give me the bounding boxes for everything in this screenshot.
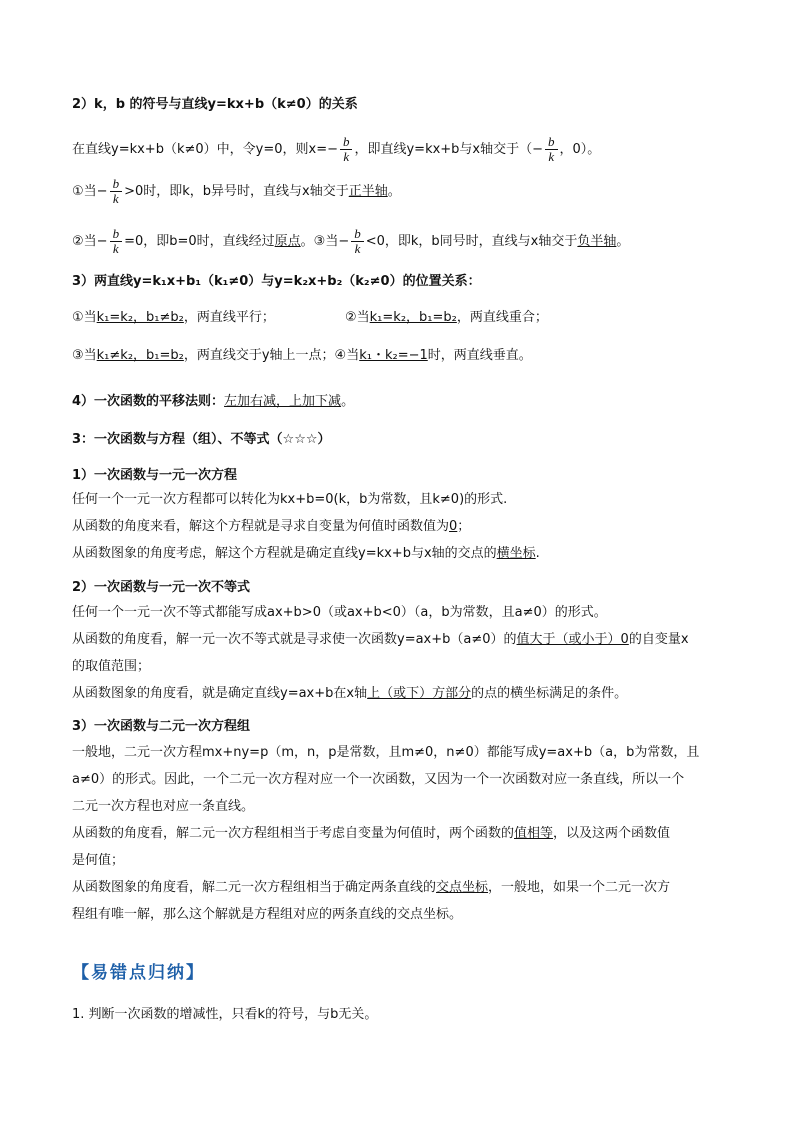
p1-line-1: 任何一个一元一次方程都可以转化为kx+b=0(k，b为常数，且k≠0)的形式. [72, 492, 508, 507]
p2-title: 2）一次函数与一元一次不等式 [72, 580, 251, 595]
intercept-line: 在直线y=kx+b（k≠0）中，令y=0，则x=− $\frac{b}{k}$ ，即直线y=kx+b与x轴交于（− $\frac{b}{k}$ ，0）。 [72, 134, 601, 164]
p1-title: 1）一次函数与一元一次方程 [72, 468, 238, 483]
p2-line-2: 从函数的角度看，解一元一次不等式就是寻求使一次函数y=ax+b（a≠0）的值大于（或小于）0的自变量x [72, 632, 689, 647]
p3-line-2: a≠0）的形式。因此，一个二元一次方程对应一个一次函数，又因为一个一次函数对应一条直线，所以一个 [72, 772, 685, 787]
p3-line-6: 从函数图象的角度看，解二元一次方程组相当于确定两条直线的交点坐标，一般地，如果一个二元一次方 [72, 880, 671, 895]
answer-blank: 原点 [274, 234, 301, 249]
p2-line-1: 任何一个一元一次不等式都能写成ax+b>0（或ax+b<0）（a，b为常数，且a≠0）的形式。 [72, 605, 607, 620]
fraction: $\frac{b}{k}$ [110, 227, 123, 256]
p3-title: 3）一次函数与二元一次方程组 [72, 719, 251, 734]
p3-line-7: 程组有唯一解，那么这个解就是方程组对应的两条直线的交点坐标。 [72, 907, 463, 922]
fraction: $\frac{b}{k}$ [340, 135, 353, 164]
p3-line-1: 一般地，二元一次方程mx+ny=p（m，n，p是常数，且m≠0，n≠0）都能写成y=ax+b（a，b为常数，且 [72, 745, 700, 760]
tip-1: 1. 判断一次函数的增减性，只看k的符号，与b无关。 [72, 1007, 378, 1022]
p1-line-2: 从函数的角度来看，解这个方程就是寻求自变量为何值时函数值为0； [72, 519, 471, 534]
section-2-title: 2）k，b 的符号与直线y=kx+b（k≠0）的关系 [72, 97, 358, 112]
p1-line-3: 从函数图象的角度考虑，解这个方程就是确定直线y=kx+b与x轴的交点的横坐标. [72, 546, 540, 561]
answer-blank: 正半轴 [348, 184, 388, 199]
case-1-line: ①当− $\frac{b}{k}$ >0时，即k，b异号时，直线与x轴交于正半轴。 [72, 176, 401, 206]
p2-line-4: 从函数图象的角度看，就是确定直线y=ax+b在x轴上（或下）方部分的点的横坐标满足的条件。 [72, 686, 628, 701]
p3-line-3: 二元一次方程也对应一条直线。 [72, 799, 255, 814]
section-heading: 【易错点归纳】 [72, 963, 205, 983]
case-2-line: ②当− $\frac{b}{k}$ =0，即b=0时，直线经过原点。③当− $\frac{b}{k}$ <0，即k，b同号时，直线与x轴交于负半轴。 [72, 226, 630, 256]
relation-3-4: ③当k₁≠k₂，b₁=b₂，两直线交于y轴上一点；④当k₁・k₂=−1时，两直线垂直。 [72, 348, 532, 363]
p3-line-5: 是何值； [72, 853, 125, 868]
fraction: $\frac{b}{k}$ [351, 227, 364, 256]
p2-line-3: 的取值范围； [72, 659, 151, 674]
answer-blank: 负半轴 [577, 234, 617, 249]
relation-2: ②当k₁=k₂，b₁=b₂，两直线重合； [345, 310, 548, 325]
fraction: $\frac{b}{k}$ [110, 177, 123, 206]
relation-1: ①当k₁=k₂，b₁≠b₂，两直线平行； [72, 310, 275, 325]
section-4: 4）一次函数的平移法则：左加右减，上加下减。 [72, 394, 355, 409]
part-3-title: 3：一次函数与方程（组）、不等式（☆☆☆） [72, 432, 331, 447]
section-3-title: 3）两直线y=k₁x+b₁（k₁≠0）与y=k₂x+b₂（k₂≠0）的位置关系： [72, 274, 481, 289]
p3-line-4: 从函数的角度看，解二元一次方程组相当于考虑自变量为何值时，两个函数的值相等，以及这两个函数值 [72, 826, 671, 841]
fraction-answer: $\frac{b}{k}$ [545, 135, 558, 164]
